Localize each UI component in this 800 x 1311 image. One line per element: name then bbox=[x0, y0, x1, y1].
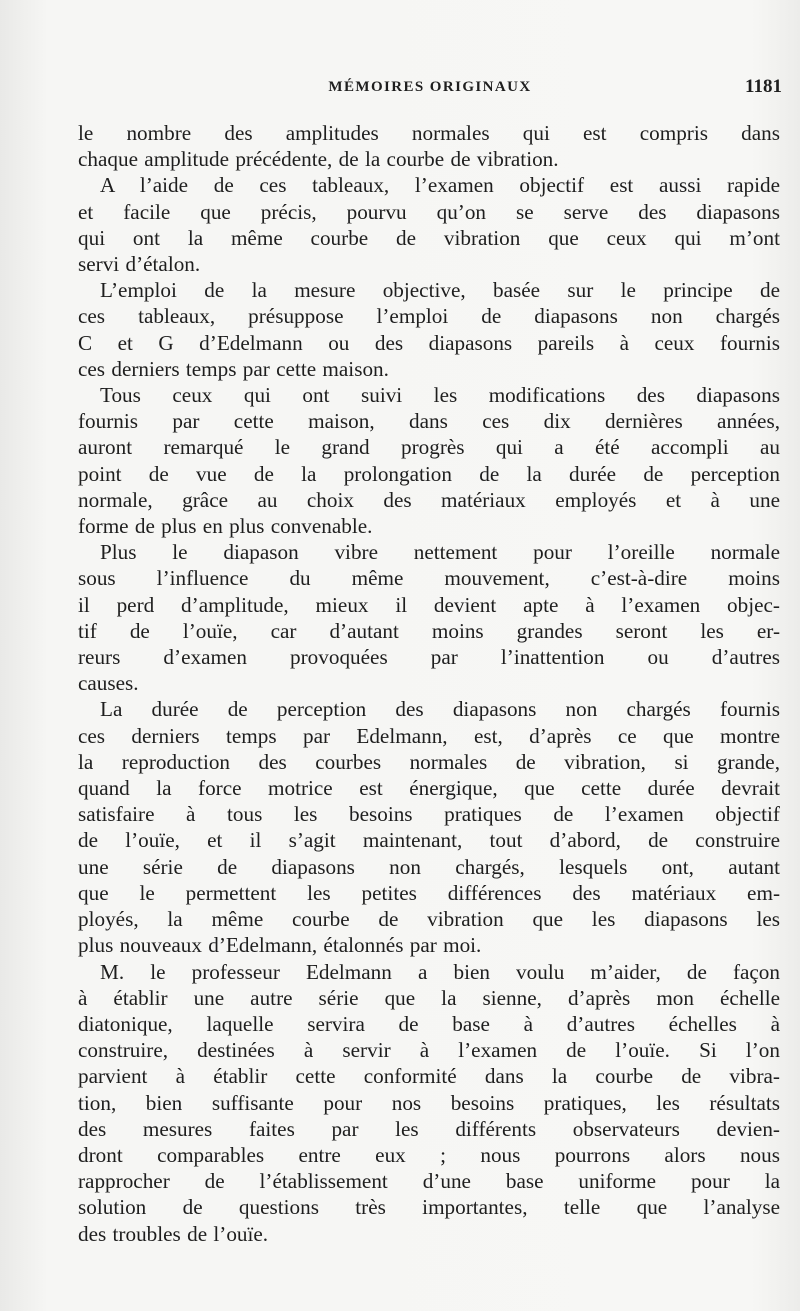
text-line: fournis par cette maison, dans ces dix dernières années, bbox=[78, 409, 780, 434]
text-line: et facile que précis, pourvu qu’on se serve des diapasons bbox=[78, 199, 780, 224]
text-line: à établir une autre série que la sienne, d’après mon échelle bbox=[78, 985, 780, 1010]
paragraph bbox=[78, 172, 780, 277]
paragraph bbox=[78, 277, 780, 382]
text-line: parvient à établir cette conformité dans la courbe de vibra- bbox=[78, 1064, 780, 1089]
text-line: une série de diapasons non chargés, lesquels ont, autant bbox=[78, 854, 780, 879]
text-line: causes. bbox=[78, 671, 139, 696]
text-line: ces derniers temps par Edelmann, est, d’après ce que montre bbox=[78, 723, 780, 748]
text-line: tif de l’ouïe, car d’autant moins grandes seront les er- bbox=[78, 618, 780, 643]
text-line: construire, destinées à servir à l’examen de l’ouïe. Si l’on bbox=[78, 1038, 780, 1063]
text-line: Plus le diapason vibre nettement pour l’oreille normale bbox=[100, 540, 780, 565]
text-line: Tous ceux qui ont suivi les modifications des diapasons bbox=[100, 383, 780, 408]
text-line: qui ont la même courbe de vibration que ceux qui m’ont bbox=[78, 225, 780, 250]
running-title: MÉMOIRES ORIGINAUX bbox=[328, 79, 532, 95]
text-line: servi d’étalon. bbox=[78, 252, 201, 277]
text-line: il perd d’amplitude, mieux il devient apte à l’examen objec- bbox=[78, 592, 780, 617]
text-line: normale, grâce au choix des matériaux employés et à une bbox=[78, 487, 780, 512]
paragraph bbox=[78, 959, 780, 1247]
paragraph bbox=[78, 382, 780, 539]
text-line: point de vue de la prolongation de la durée de perception bbox=[78, 461, 780, 486]
text-line: chaque amplitude précédente, de la courbe de vibration. bbox=[78, 147, 559, 172]
text-line: sous l’influence du même mouvement, c’est-à-dire moins bbox=[78, 566, 780, 591]
text-line: le nombre des amplitudes normales qui est compris dans bbox=[78, 121, 780, 145]
paragraph bbox=[78, 539, 780, 696]
text-line: ces derniers temps par cette maison. bbox=[78, 356, 389, 381]
text-line: La durée de perception des diapasons non chargés fournis bbox=[100, 697, 780, 722]
text-line: dront comparables entre eux ; nous pourrons alors nous bbox=[78, 1142, 780, 1167]
text-line: rapprocher de l’établissement d’une base uniforme pour la bbox=[78, 1169, 780, 1194]
text-line: solution de questions très importantes, telle que l’analyse bbox=[78, 1195, 780, 1220]
text-line: C et G d’Edelmann ou des diapasons pareils à ceux fournis bbox=[78, 330, 780, 355]
text-line: reurs d’examen provoquées par l’inattention ou d’autres bbox=[78, 645, 780, 670]
text-line: de l’ouïe, et il s’agit maintenant, tout d’abord, de construire bbox=[78, 828, 780, 853]
text-line: des mesures faites par les différents observateurs devien- bbox=[78, 1116, 780, 1141]
running-header bbox=[78, 76, 782, 102]
text-line: que le permettent les petites différences des matériaux em- bbox=[78, 880, 780, 905]
text-line: auront remarqué le grand progrès qui a été accompli au bbox=[78, 435, 780, 460]
paragraph bbox=[78, 696, 780, 958]
text-line: des troubles de l’ouïe. bbox=[78, 1221, 269, 1246]
text-line: M. le professeur Edelmann a bien voulu m’aider, de façon bbox=[100, 959, 780, 984]
text-line: plus nouveaux d’Edelmann, étalonnés par moi. bbox=[78, 933, 482, 958]
text-line: A l’aide de ces tableaux, l’examen objectif est aussi rapide bbox=[100, 173, 780, 198]
body-text bbox=[78, 120, 780, 1247]
page-number: 1181 bbox=[745, 76, 782, 97]
text-line: ces tableaux, présuppose l’emploi de diapasons non chargés bbox=[78, 304, 780, 329]
text-line: quand la force motrice est énergique, que cette durée devrait bbox=[78, 776, 780, 801]
text-line: diatonique, laquelle servira de base à d’autres échelles à bbox=[78, 1011, 780, 1036]
text-line: satisfaire à tous les besoins pratiques de l’examen objectif bbox=[78, 802, 780, 827]
paragraph bbox=[78, 120, 780, 172]
text-line: L’emploi de la mesure objective, basée sur le principe de bbox=[100, 278, 780, 303]
text-line: ployés, la même courbe de vibration que les diapasons les bbox=[78, 907, 780, 932]
text-line: forme de plus en plus convenable. bbox=[78, 514, 373, 539]
text-line: tion, bien suffisante pour nos besoins pratiques, les résultats bbox=[78, 1090, 780, 1115]
text-line: la reproduction des courbes normales de vibration, si grande, bbox=[78, 749, 780, 774]
